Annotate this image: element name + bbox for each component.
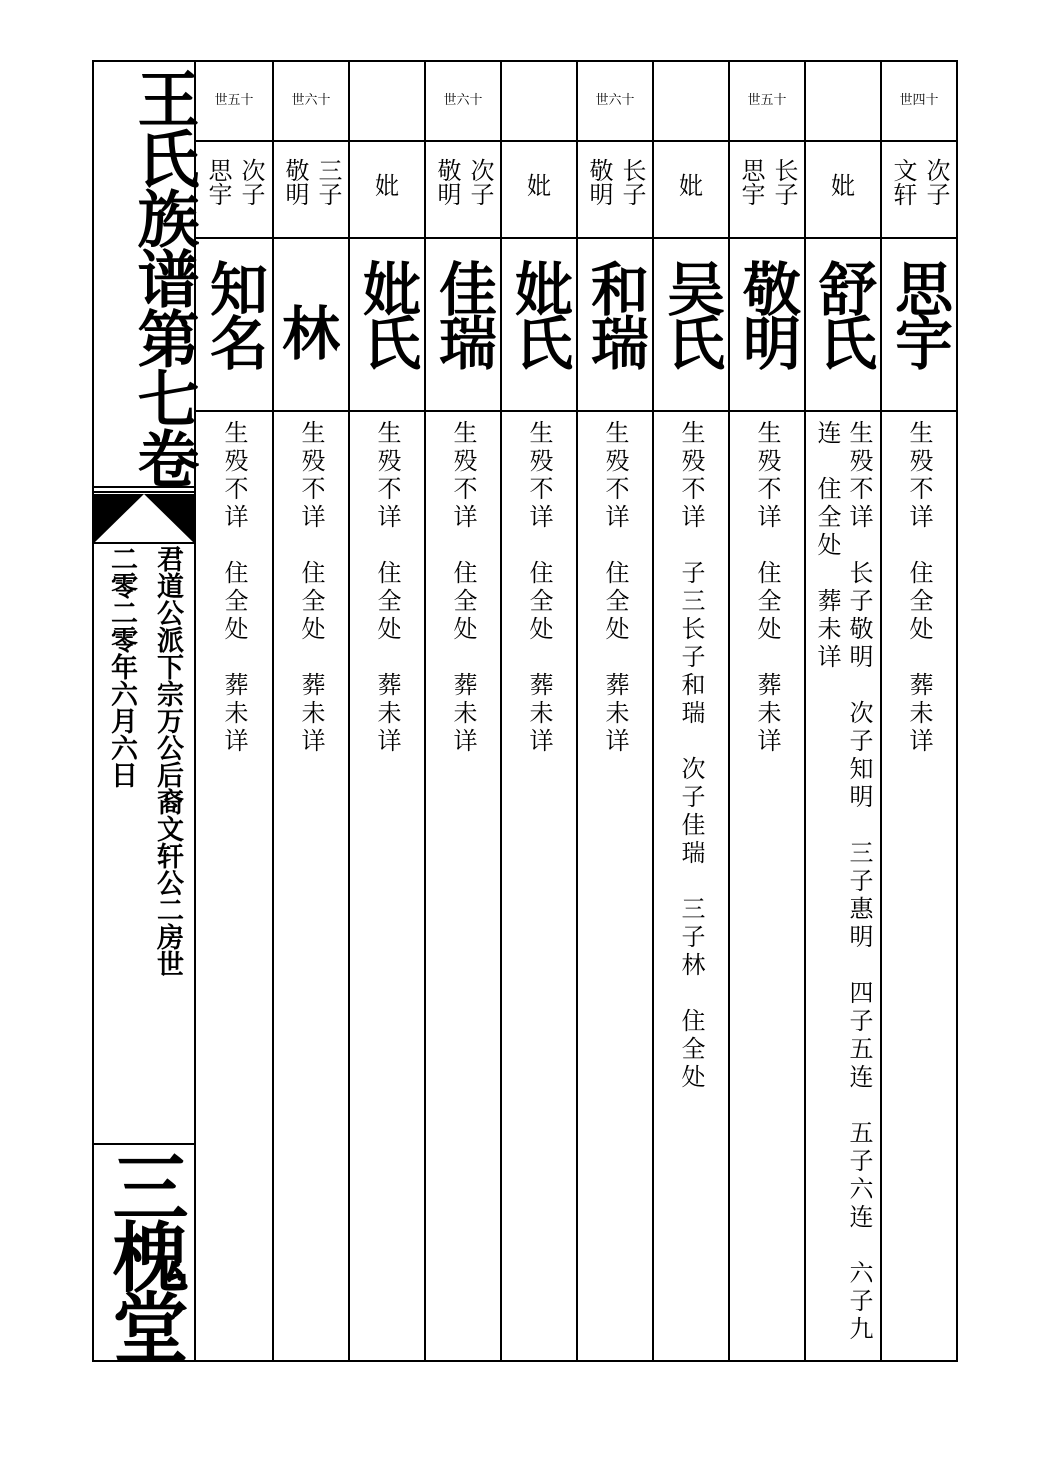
name-cell [578,239,652,412]
member-name: 舒氏 [809,259,877,367]
member-column [804,62,880,1360]
relation-cell [196,142,272,239]
relation-cell [350,142,424,239]
member-column [880,62,956,1360]
relation-cell [882,142,956,239]
member-name: 妣氏 [505,259,573,367]
relation-text: 妣 [375,172,399,200]
generation-label [654,62,728,142]
name-cell [806,239,880,412]
member-column [728,62,804,1360]
member-bio: 生殁不详 住全处 葬未详 [220,420,248,756]
member-name: 妣氏 [353,259,421,367]
member-column [576,62,652,1360]
member-column [500,62,576,1360]
bio-cell [654,412,728,1352]
relation-cell [806,142,880,239]
member-bio: 生殁不详 子三长子和瑞 次子佳瑞 三子林 住全处 [677,420,705,1092]
member-bio: 生殁不详 住全处 葬未详 [449,420,477,756]
generation-label [350,62,424,142]
name-cell [274,239,348,412]
name-cell [882,239,956,412]
subtitle-block [94,545,194,1143]
bio-cell [426,412,500,1352]
member-bio: 生殁不详 住全处 葬未详 [373,420,401,756]
generation-label: 世六十 [274,62,348,142]
relation-text: 长子 思宇 [737,158,798,206]
bio-cell [730,412,804,1352]
name-cell [502,239,576,412]
bio-cell [578,412,652,1352]
book-title: 王氏族谱第七卷 [127,66,200,487]
name-cell [426,239,500,412]
relation-text: 三子 敬明 [281,158,342,206]
relation-text: 妣 [679,172,703,200]
member-name: 佳瑞 [429,259,497,367]
relation-text: 次子 文轩 [889,158,950,206]
relation-cell [502,142,576,239]
name-cell [730,239,804,412]
member-bio: 生殁不详 住全处 葬未详 [525,420,553,756]
generation-label: 世四十 [882,62,956,142]
relation-cell [654,142,728,239]
member-name: 和瑞 [581,259,649,367]
generation-label [806,62,880,142]
relation-cell [426,142,500,239]
generation-label: 世六十 [578,62,652,142]
generation-label: 世六十 [426,62,500,142]
genealogy-page [92,60,958,1362]
relation-text: 妣 [831,172,855,200]
fishtail-ornament [94,485,194,545]
member-name: 吴氏 [657,259,725,367]
bio-cell [196,412,272,1352]
member-name: 林 [281,300,340,368]
member-column [272,62,348,1360]
member-name: 敬明 [733,259,801,367]
member-bio: 生殁不详 住全处 葬未详 [905,420,933,756]
name-cell [654,239,728,412]
member-bio: 生殁不详 住全处 葬未详 [753,420,781,756]
relation-text: 次子 思宇 [204,158,265,206]
member-bio: 生殁不详 长子敬明 次子知明 三子惠明 四子五连 五子六连 六子九连 住全处 葬未详 [813,420,873,1344]
member-name: 知名 [200,259,268,367]
relation-cell [274,142,348,239]
relation-text: 次子 敬明 [433,158,494,206]
member-bio: 生殁不详 住全处 葬未详 [297,420,325,756]
generation-label [502,62,576,142]
member-column [652,62,728,1360]
member-column [348,62,424,1360]
generation-label: 世五十 [730,62,804,142]
bio-cell [502,412,576,1352]
member-column [196,62,272,1360]
relation-cell [578,142,652,239]
name-cell [196,239,272,412]
bio-cell [882,412,956,1352]
relation-text: 长子 敬明 [585,158,646,206]
relation-text: 妣 [527,172,551,200]
left-title-panel [94,62,200,1360]
relation-cell [730,142,804,239]
compile-date: 二零二零年六月六日 [106,545,137,788]
hall-name: 三槐堂 [100,1147,189,1358]
bio-cell [350,412,424,1352]
generation-label: 世五十 [196,62,272,142]
bio-cell [806,412,880,1352]
bio-cell [274,412,348,1352]
member-bio: 生殁不详 住全处 葬未详 [601,420,629,756]
name-cell [350,239,424,412]
member-name: 思宇 [885,259,953,367]
genealogy-columns [196,62,956,1360]
member-column [424,62,500,1360]
lineage-subtitle: 君道公派下宗万公后裔文轩公二房世 [152,545,183,977]
